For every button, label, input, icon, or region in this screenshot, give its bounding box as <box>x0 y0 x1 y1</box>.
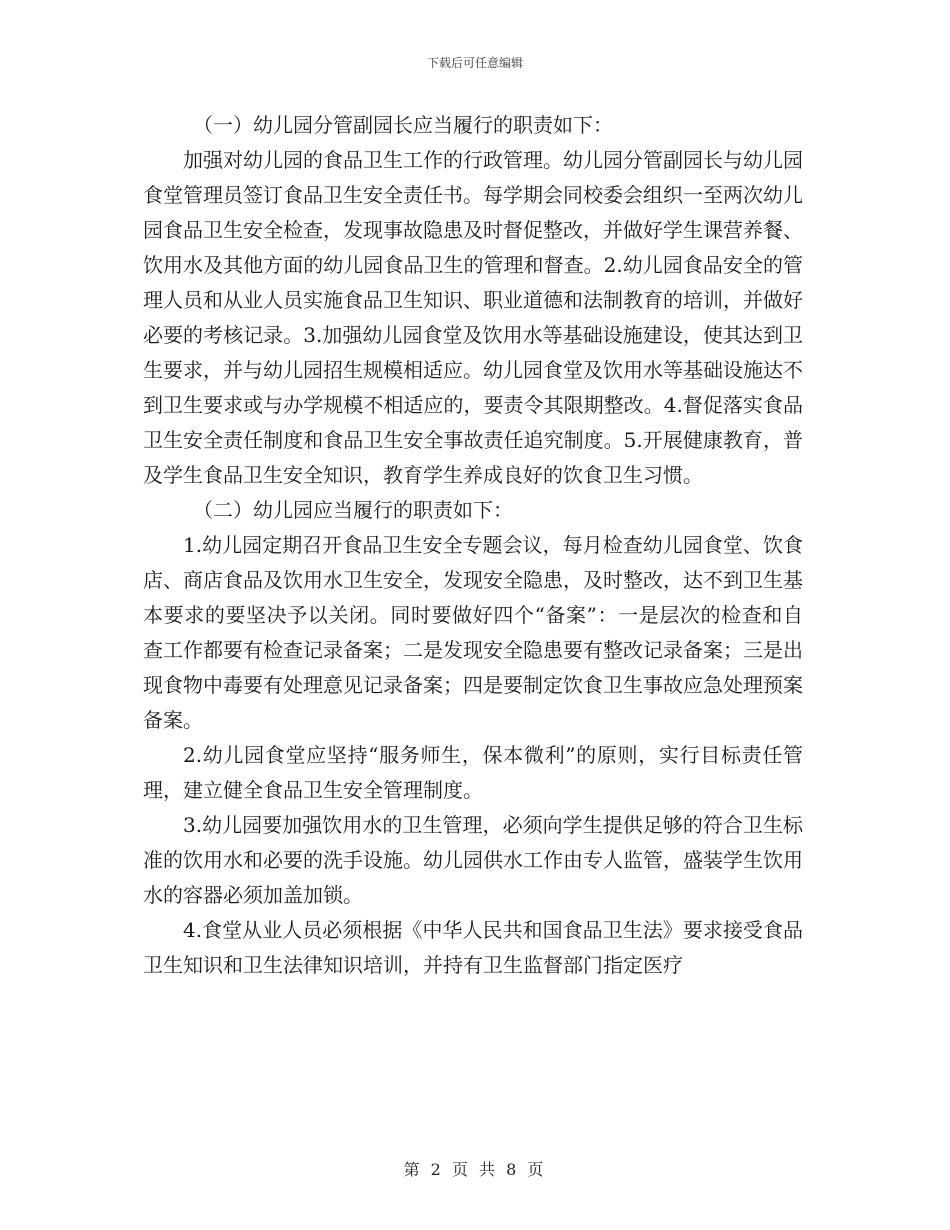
section-heading-1: （一）幼儿园分管副园长应当履行的职责如下： <box>193 113 613 137</box>
page-header: 下载后可任意编辑 <box>426 56 523 70</box>
document-body <box>143 108 803 983</box>
body-paragraph: 4.食堂从业人员必须根据《中华人民共和国食品卫生法》要求接受食品卫生知识和卫生法律知识培训，并持有卫生监督部门指定医疗 <box>143 918 803 977</box>
body-paragraph: 3.幼儿园要加强饮用水的卫生管理，必须向学生提供足够的符合卫生标准的饮用水和必要的洗手设施。幼儿园供水工作由专人监管，盛装学生饮用水的容器必须加盖加锁。 <box>143 813 803 907</box>
section-heading-2: （二）幼儿园应当履行的职责如下： <box>193 498 513 522</box>
body-paragraph: 加强对幼儿园的食品卫生工作的行政管理。幼儿园分管副园长与幼儿园食堂管理员签订食品卫生安全责任书。每学期会同校委会组织一至两次幼儿园食品卫生安全检查，发现事故隐患及时督促整改，并做好学生课营养餐、饮用水及其他方面的幼儿园食品卫生的管理和督查。2.幼儿园食品安全的管理人员和从业人员实施食品卫生知识、职业道德和法制教育的培训，并做好必要的考核记录。3.加强幼儿园食堂及饮用水等基础设施建设，使其达到卫生要求，并与幼儿园招生规模相适应。幼儿园食堂及饮用水等基础设施达不到卫生要求或与办学规模不相适应的，要责令其限期整改。4.督促落实食品卫生安全责任制度和食品卫生安全事故责任追究制度。5.开展健康教育，普及学生食品卫生安全知识，教育学生养成良好的饮食卫生习惯。 <box>143 148 803 487</box>
body-paragraph: 1.幼儿园定期召开食品卫生安全专题会议，每月检查幼儿园食堂、饮食店、商店食品及饮用水卫生安全，发现安全隐患，及时整改，达不到卫生基本要求的要坚决予以关闭。同时要做好四个“备案”：一是层次的检查和自查工作都要有检查记录备案；二是发现安全隐患要有整改记录备案；三是出现食物中毒要有处理意见记录备案；四是要制定饮食卫生事故应急处理预案备案。 <box>143 533 803 732</box>
body-paragraph: 2.幼儿园食堂应坚持“服务师生，保本微利”的原则，实行目标责任管理，建立健全食品卫生安全管理制度。 <box>143 743 803 802</box>
page-number-footer: 第 2 页 共 8 页 <box>403 1160 547 1179</box>
